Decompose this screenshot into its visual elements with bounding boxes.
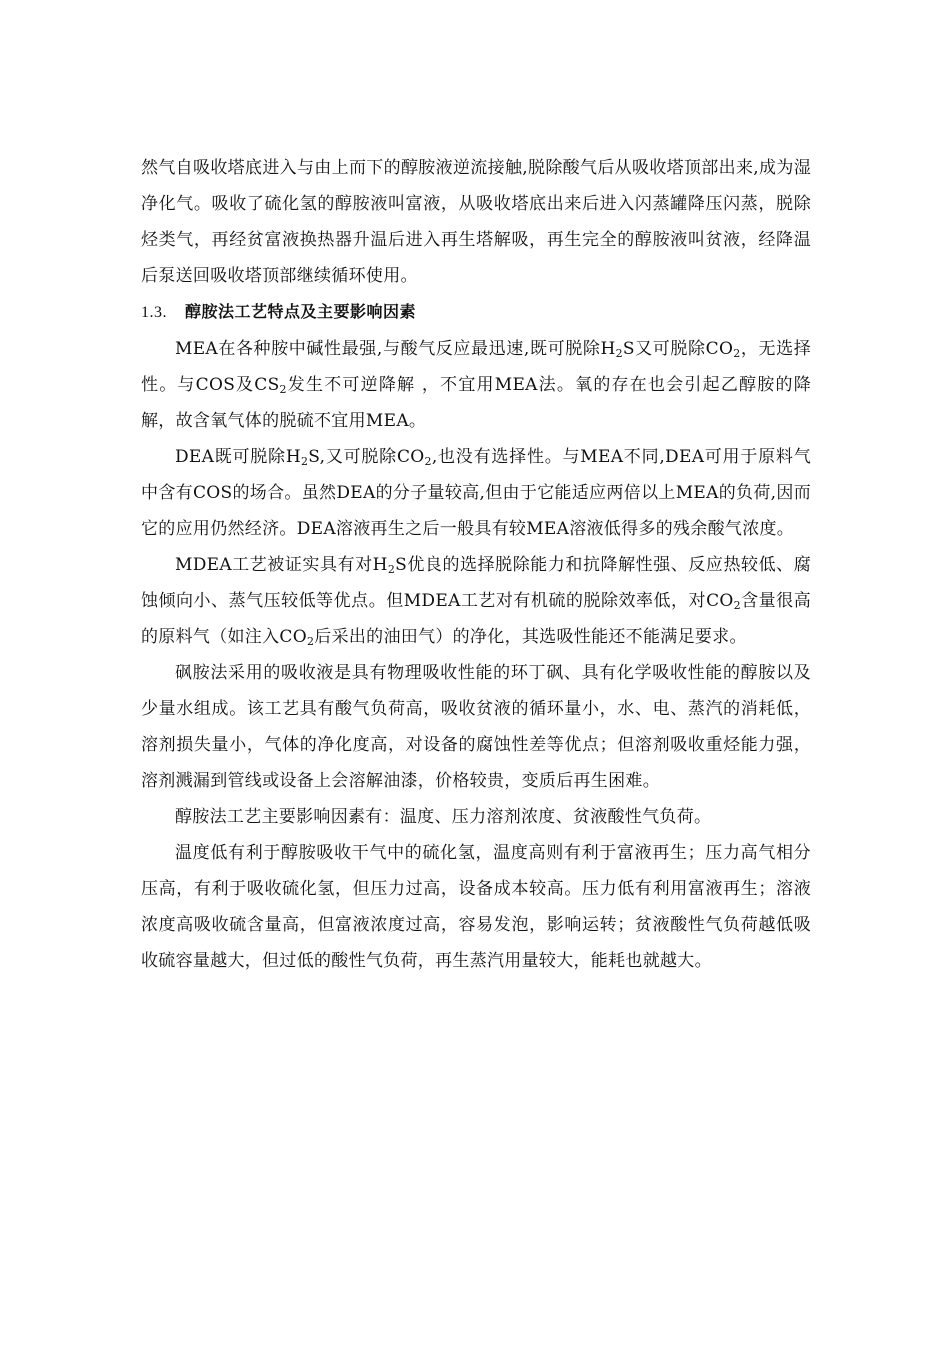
section-title: 醇胺法工艺特点及主要影响因素 xyxy=(185,302,417,321)
subscript: 2 xyxy=(615,347,623,360)
subscript: 2 xyxy=(387,563,396,576)
subscript: 2 xyxy=(424,455,432,468)
subscript: 2 xyxy=(733,347,741,360)
text-run: ,也没有选择性。与MEA不同,DEA可用于原料气中含有COS的场合。虽然DEA的分子量较高,但由于它能适应两倍以上MEA的负荷,因而它的应用仍然经济。DEA溶液再生之后一般具有较MEA溶液低得多的残余酸气浓度。 xyxy=(141,447,811,539)
paragraph-factors-intro: 醇胺法工艺主要影响因素有：温度、压力溶剂浓度、贫液酸性气负荷。 xyxy=(175,807,712,827)
text-run: 含量很高的原料气（如注入CO xyxy=(141,591,811,647)
text-run: MDEA工艺被证实具有对H xyxy=(175,555,388,575)
text-run: MEA在各种胺中碱性最强,与酸气反应最迅速,既可脱除H xyxy=(175,339,616,359)
subscript: 2 xyxy=(279,383,287,396)
section-heading xyxy=(141,294,811,331)
paragraph-sulfinol: 砜胺法采用的吸收液是具有物理吸收性能的环丁砜、具有化学吸收性能的醇胺以及少量水组成。该工艺具有酸气负荷高，吸收贫液的循环量小，水、电、蒸汽的消耗低，溶剂损失量小，气体的净化度高，对设备的腐蚀性差等优点；但溶剂吸收重烃能力强，溶剂溅漏到管线或设备上会溶解油漆，价格较贵，变质后再生困难。 xyxy=(141,663,811,791)
document-page xyxy=(141,150,811,979)
text-run: DEA既可脱除H xyxy=(175,447,301,467)
section-number: 1.3. xyxy=(141,304,167,321)
subscript: 2 xyxy=(306,635,315,648)
paragraph-dea xyxy=(141,439,811,547)
text-run: ，无选择性。与COS及CS xyxy=(141,339,812,395)
paragraph-continuation: 然气自吸收塔底进入与由上而下的醇胺液逆流接触,脱除酸气后从吸收塔顶部出来,成为湿净化气。吸收了硫化氢的醇胺液叫富液，从吸收塔底出来后进入闪蒸罐降压闪蒸，脱除烃类气，再经贫富液换热器升温后进入再生塔解吸，再生完全的醇胺液叫贫液，经降温后泵送回吸收塔顶部继续循环使用。 xyxy=(141,158,811,286)
text-run: 后采出的油田气）的净化，其选吸性能还不能满足要求。 xyxy=(314,627,747,647)
subscript: 2 xyxy=(733,599,741,612)
paragraph-mea xyxy=(141,331,811,439)
subscript: 2 xyxy=(300,455,309,468)
text-run: S,又可脱除CO xyxy=(308,447,425,467)
paragraph-factors-detail: 温度低有利于醇胺吸收干气中的硫化氢，温度高则有利于富液再生；压力高气相分压高，有利于吸收硫化氢，但压力过高，设备成本较高。压力低有利用富液再生；溶液浓度高吸收硫含量高，但富液浓度过高，容易发泡，影响运转；贫液酸性气负荷越低吸收硫容量越大，但过低的酸性气负荷，再生蒸汽用量较大，能耗也就越大。 xyxy=(141,843,811,971)
paragraph-mdea xyxy=(141,547,811,655)
text-run: S优良的选择脱除能力和抗降解性强、反应热较低、腐蚀倾向小、蒸气压较低等优点。但MDEA工艺对有机硫的脱除效率低，对CO xyxy=(141,555,811,611)
text-run: 发生不可逆降解 ，不宜用MEA法。氧的存在也会引起乙醇胺的降解，故含氧气体的脱硫不宜用MEA。 xyxy=(141,375,811,431)
text-run: S又可脱除CO xyxy=(622,339,734,359)
